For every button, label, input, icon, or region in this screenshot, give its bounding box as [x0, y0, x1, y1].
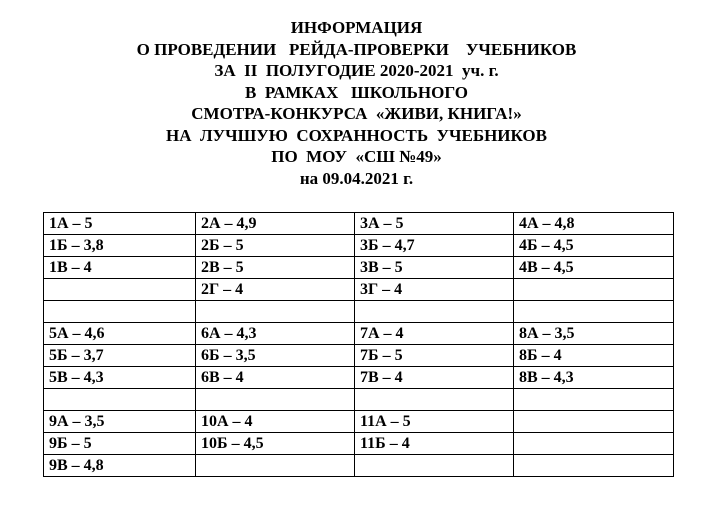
table-row: [44, 433, 674, 455]
table-cell: 5А – 4,6: [44, 323, 196, 345]
table-cell: 6А – 4,3: [196, 323, 355, 345]
table-cell: 8В – 4,3: [514, 367, 674, 389]
heading-line: ИНФОРМАЦИЯ: [290, 18, 423, 37]
document-heading: [0, 17, 713, 189]
table-cell: [514, 411, 674, 433]
table-cell: 4В – 4,5: [514, 257, 674, 279]
heading-line: ЗА II ПОЛУГОДИЕ 2020-2021 уч. г.: [214, 61, 499, 80]
table-cell: 4А – 4,8: [514, 213, 674, 235]
grades-table: [43, 212, 674, 477]
table-cell: 9В – 4,8: [44, 455, 196, 477]
table-cell: [514, 455, 674, 477]
table-row: [44, 345, 674, 367]
table-cell: [44, 301, 196, 323]
table-cell: 7В – 4: [355, 367, 514, 389]
heading-line: НА ЛУЧШУЮ СОХРАННОСТЬ УЧЕБНИКОВ: [165, 125, 547, 145]
table-cell: 1А – 5: [44, 213, 196, 235]
table-row: [44, 455, 674, 477]
table-cell: 5Б – 3,7: [44, 345, 196, 367]
table-row: [44, 367, 674, 389]
table-cell: 11Б – 4: [355, 433, 514, 455]
table-cell: [196, 455, 355, 477]
table-cell: [514, 279, 674, 301]
table-cell: [514, 301, 674, 323]
table-cell: 5В – 4,3: [44, 367, 196, 389]
heading-line: В РАМКАХ ШКОЛЬНОГО: [245, 82, 468, 102]
table-cell: [44, 389, 196, 411]
table-row-spacer: [44, 389, 674, 411]
table-row: [44, 213, 674, 235]
table-cell: 11А – 5: [355, 411, 514, 433]
table-cell: 9А – 3,5: [44, 411, 196, 433]
table-cell: 10А – 4: [196, 411, 355, 433]
table-cell: 2В – 5: [196, 257, 355, 279]
table-cell: 2Г – 4: [196, 279, 355, 301]
table-cell: 2А – 4,9: [196, 213, 355, 235]
heading-line: О ПРОВЕДЕНИИ РЕЙДА-ПРОВЕРКИ УЧЕБНИКОВ: [136, 39, 577, 59]
table-row: [44, 323, 674, 345]
table-cell: 6Б – 3,5: [196, 345, 355, 367]
table-row: [44, 279, 674, 301]
table-cell: [355, 301, 514, 323]
table-cell: 7Б – 5: [355, 345, 514, 367]
table-row: [44, 257, 674, 279]
table-row-spacer: [44, 301, 674, 323]
table-cell: [355, 455, 514, 477]
table-cell: 3Г – 4: [355, 279, 514, 301]
table-cell: 1Б – 3,8: [44, 235, 196, 257]
table-cell: 8Б – 4: [514, 345, 674, 367]
table-cell: [355, 389, 514, 411]
heading-line: на 09.04.2021 г.: [299, 168, 414, 188]
table-row: [44, 411, 674, 433]
table-cell: [514, 433, 674, 455]
table-cell: 3А – 5: [355, 213, 514, 235]
heading-line: ПО МОУ «СШ №49»: [271, 147, 442, 166]
table-cell: [44, 279, 196, 301]
table-cell: 3В – 5: [355, 257, 514, 279]
table-row: [44, 235, 674, 257]
table-cell: 8А – 3,5: [514, 323, 674, 345]
table-cell: 3Б – 4,7: [355, 235, 514, 257]
table-cell: 7А – 4: [355, 323, 514, 345]
table-cell: 9Б – 5: [44, 433, 196, 455]
table-cell: 10Б – 4,5: [196, 433, 355, 455]
table-cell: [196, 389, 355, 411]
table-cell: [196, 301, 355, 323]
table-cell: 2Б – 5: [196, 235, 355, 257]
heading-line: СМОТРА-КОНКУРСА «ЖИВИ, КНИГА!»: [191, 104, 522, 123]
table-cell: [514, 389, 674, 411]
table-cell: 6В – 4: [196, 367, 355, 389]
table-cell: 4Б – 4,5: [514, 235, 674, 257]
table-cell: 1В – 4: [44, 257, 196, 279]
